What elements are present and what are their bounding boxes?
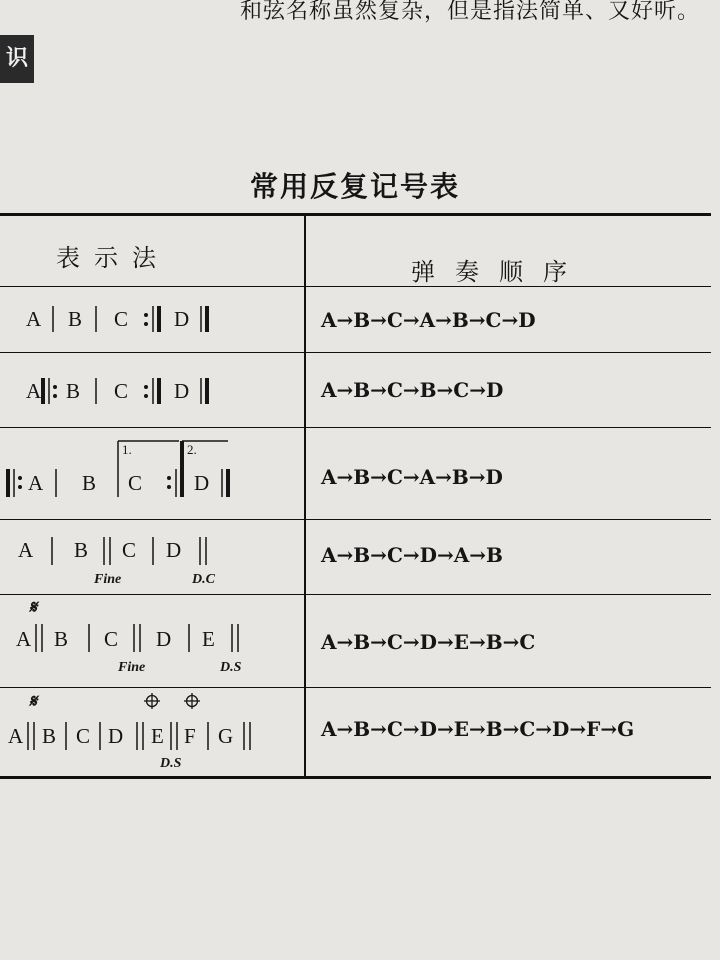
segno-icon: 𝄋: [29, 691, 37, 711]
note-label: B: [82, 471, 97, 495]
repeat-symbols-table: [0, 213, 711, 779]
note-label: C: [122, 538, 137, 562]
note-label: D: [194, 471, 210, 495]
note-label: A: [18, 538, 34, 562]
note-label: A: [16, 627, 32, 651]
fine-mark: Fine: [118, 660, 146, 675]
note-label: C: [114, 307, 129, 331]
table-header-row: [0, 216, 711, 287]
ds-mark: D.S: [160, 756, 182, 771]
note-label: A: [8, 724, 24, 748]
table-row: [0, 352, 711, 428]
notation-row-5: [0, 594, 296, 687]
notation-row-2: [0, 352, 296, 427]
note-label: D: [108, 724, 124, 748]
note-label: C: [114, 379, 129, 403]
note-label: D: [174, 307, 190, 331]
section-tag: 识: [0, 35, 34, 83]
note-label: F: [184, 724, 196, 748]
play-order: A→B→C→A→B→C→D: [321, 308, 536, 332]
table-row: [0, 687, 711, 773]
note-label: B: [74, 538, 89, 562]
play-order: A→B→C→A→B→D: [321, 465, 503, 489]
notation-row-4: [0, 519, 296, 594]
coda-icon: [184, 693, 200, 709]
note-label: E: [202, 627, 215, 651]
fine-mark: Fine: [94, 572, 122, 587]
note-label: G: [218, 724, 234, 748]
table-row: [0, 594, 711, 688]
note-label: E: [151, 724, 164, 748]
note-label: B: [68, 307, 83, 331]
table-row: [0, 427, 711, 520]
coda-icon: [144, 693, 160, 709]
note-label: B: [66, 379, 81, 403]
note-label: C: [104, 627, 119, 651]
note-label: B: [54, 627, 69, 651]
note-label: D: [166, 538, 182, 562]
note-label: A: [28, 471, 44, 495]
header-order: 弹奏顺序: [411, 258, 587, 286]
note-label: A: [26, 307, 42, 331]
play-order: A→B→C→D→E→B→C→D→F→G: [321, 717, 635, 741]
page-top-text: 和弦名称虽然复杂，但是指法简单、又好听。: [240, 0, 701, 24]
play-order: A→B→C→D→A→B: [321, 543, 503, 567]
notation-row-6: [0, 687, 296, 773]
note-label: D: [174, 379, 190, 403]
table-title: 常用反复记号表: [250, 170, 461, 203]
dc-mark: D.C: [192, 572, 215, 587]
ds-mark: D.S: [220, 660, 242, 675]
first-ending-label: 1.: [122, 442, 132, 457]
notation-row-1: [0, 286, 296, 352]
note-label: A: [26, 379, 42, 403]
table-row: [0, 286, 711, 353]
segno-icon: 𝄋: [29, 597, 37, 617]
note-label: D: [156, 627, 172, 651]
table-row: [0, 519, 711, 595]
play-order: A→B→C→D→E→B→C: [321, 630, 536, 654]
header-notation: 表示法: [56, 244, 170, 272]
notation-row-3: [0, 427, 296, 519]
note-label: C: [76, 724, 91, 748]
second-ending-label: 2.: [187, 442, 197, 457]
note-label: B: [42, 724, 57, 748]
note-label: C: [128, 471, 143, 495]
play-order: A→B→C→B→C→D: [321, 378, 504, 402]
